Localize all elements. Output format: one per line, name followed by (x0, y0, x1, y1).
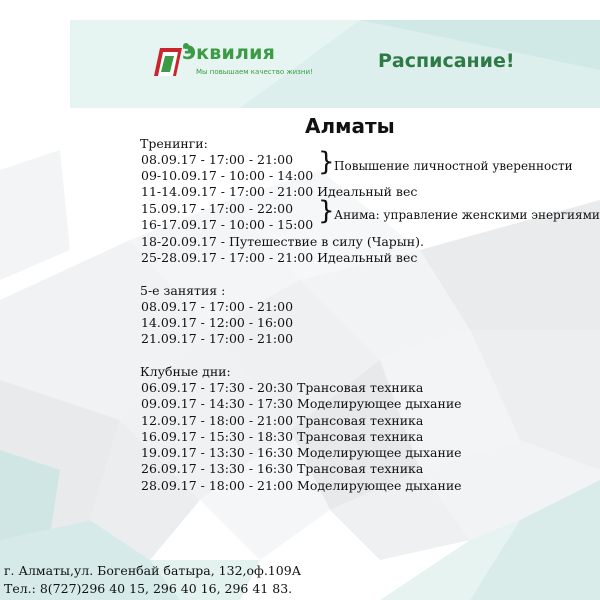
training-note: Анима: управление женскими энергиями (334, 208, 600, 222)
schedule-line: 26.09.17 - 13:30 - 16:30 Трансовая техника (141, 461, 424, 476)
brand-name: Эквилия (182, 42, 276, 64)
schedule-line: 12.09.17 - 18:00 - 21:00 Трансовая техника (141, 413, 424, 428)
schedule-line: 15.09.17 - 17:00 - 22:00 (141, 201, 294, 216)
footer-address: г. Алматы,ул. Богенбай батыра, 132,оф.109А (4, 563, 302, 578)
brace-icon: } (318, 196, 335, 226)
brace-icon: } (318, 147, 335, 177)
brand-slogan: Мы повышаем качество жизни! (196, 68, 313, 76)
schedule-line: 14.09.17 - 12:00 - 16:00 (141, 315, 294, 330)
city-heading: Алматы (305, 114, 395, 138)
brand-logo (152, 38, 312, 82)
trainings-heading: Тренинги: (140, 136, 208, 151)
schedule-line: 09.09.17 - 14:30 - 17:30 Моделирующее дыхание (141, 396, 462, 411)
schedule-line: 19.09.17 - 13:30 - 16:30 Моделирующее дыхание (141, 445, 462, 460)
schedule-line: 11-14.09.17 - 17:00 - 21:00 Идеальный вес (141, 184, 418, 199)
schedule-line: 16.09.17 - 15:30 - 18:30 Трансовая техника (141, 429, 424, 444)
schedule-line: 08.09.17 - 17:00 - 21:00 (141, 152, 294, 167)
schedule-line: 08.09.17 - 17:00 - 21:00 (141, 299, 294, 314)
page-title: Расписание! (378, 50, 515, 72)
footer-phones: Тел.: 8(727)296 40 15, 296 40 16, 296 41 83. (4, 581, 293, 596)
training-note: Повышение личностной уверенности (334, 159, 573, 173)
schedule-line: 09-10.09.17 - 10:00 - 14:00 (141, 168, 314, 183)
schedule-line: 28.09.17 - 18:00 - 21:00 Моделирующее дыхание (141, 478, 462, 493)
schedule-line: 18-20.09.17 - Путешествие в силу (Чарын). (141, 234, 424, 249)
schedule-line: 21.09.17 - 17:00 - 21:00 (141, 331, 294, 346)
club-days-heading: Клубные дни: (140, 364, 231, 379)
schedule-line: 06.09.17 - 17:30 - 20:30 Трансовая техника (141, 380, 424, 395)
schedule-line: 16-17.09.17 - 10:00 - 15:00 (141, 217, 314, 232)
five-sessions-heading: 5-е занятия : (140, 283, 226, 298)
schedule-line: 25-28.09.17 - 17:00 - 21:00 Идеальный вес (141, 250, 418, 265)
